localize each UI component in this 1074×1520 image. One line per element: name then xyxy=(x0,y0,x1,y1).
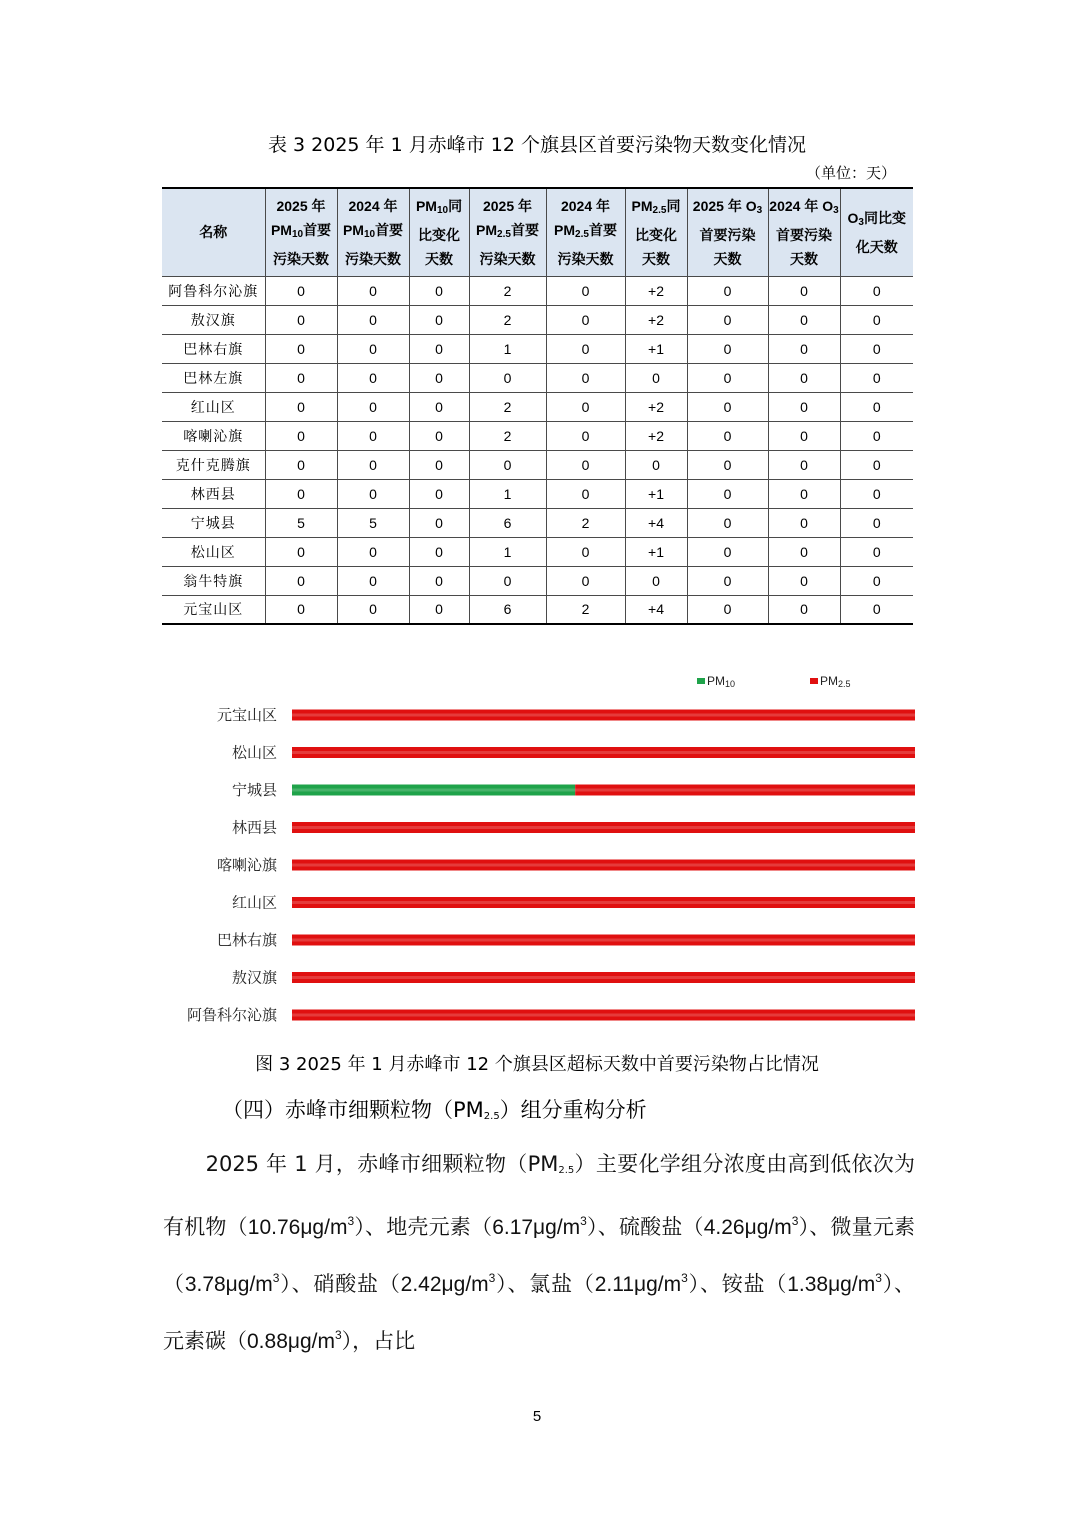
row-value-cell: +2 xyxy=(625,305,687,334)
header-pm25-2025: 2025 年 $PM_{2.5}$首要 污染天数 xyxy=(469,188,546,276)
row-value-cell: 0 xyxy=(409,566,469,595)
table-row xyxy=(162,566,913,595)
row-value-cell: 0 xyxy=(337,479,409,508)
row-value-cell: 0 xyxy=(687,334,768,363)
row-value-cell: +1 xyxy=(625,479,687,508)
row-value-cell: 0 xyxy=(768,508,840,537)
row-value-cell: +2 xyxy=(625,392,687,421)
component-item: 地壳元素$(6.17\mu g/m^3)$、 xyxy=(386,1214,619,1239)
table-body xyxy=(162,276,913,624)
row-value-cell: 1 xyxy=(469,537,546,566)
row-value-cell: 0 xyxy=(546,392,625,421)
row-value-cell: 0 xyxy=(768,479,840,508)
row-value-cell: 0 xyxy=(409,363,469,392)
category-label: 红山区 xyxy=(231,893,277,912)
row-value-cell: 0 xyxy=(840,595,913,624)
row-value-cell: 0 xyxy=(768,305,840,334)
row-value-cell: 0 xyxy=(768,276,840,305)
bar-highlight xyxy=(292,901,915,904)
bar-highlight xyxy=(292,714,915,717)
row-value-cell: 0 xyxy=(840,276,913,305)
row-value-cell: 0 xyxy=(768,450,840,479)
row-value-cell: 0 xyxy=(337,566,409,595)
row-value-cell: 0 xyxy=(337,392,409,421)
row-value-cell: 0 xyxy=(687,305,768,334)
row-value-cell: 0 xyxy=(265,392,337,421)
component-item: 氯盐$(2.11\mu g/m^3)$、 xyxy=(529,1271,722,1296)
page-number: 5 xyxy=(532,1408,542,1425)
header-pm10-2025: 2025 年 $PM_{10}$首要 污染天数 xyxy=(265,188,337,276)
row-value-cell: 0 xyxy=(265,305,337,334)
legend-swatch xyxy=(697,678,705,684)
row-value-cell: 0 xyxy=(625,566,687,595)
row-value-cell: 1 xyxy=(469,334,546,363)
pollutant-share-chart xyxy=(150,668,930,1038)
component-item: 有机物$(10.76\mu g/m^3)$、 xyxy=(163,1214,387,1239)
row-value-cell: 0 xyxy=(546,421,625,450)
row-value-cell: 0 xyxy=(768,392,840,421)
header-pm10-change: $PM_{10}$同 比变化 天数 xyxy=(409,188,469,276)
pollutant-days-table xyxy=(162,187,913,625)
row-value-cell: 0 xyxy=(469,363,546,392)
legend-swatch xyxy=(810,678,818,684)
row-name-cell: 巴林左旗 xyxy=(162,363,265,392)
row-value-cell: 0 xyxy=(469,450,546,479)
category-label: 喀喇沁旗 xyxy=(216,856,277,874)
row-value-cell: 0 xyxy=(337,363,409,392)
row-value-cell: 0 xyxy=(840,450,913,479)
row-value-cell: 0 xyxy=(687,508,768,537)
row-value-cell: 0 xyxy=(337,334,409,363)
row-value-cell: +1 xyxy=(625,334,687,363)
row-value-cell: 0 xyxy=(409,392,469,421)
row-value-cell: 0 xyxy=(840,421,913,450)
row-value-cell: 6 xyxy=(469,508,546,537)
row-value-cell: +2 xyxy=(625,421,687,450)
row-value-cell: 0 xyxy=(625,363,687,392)
row-value-cell: 0 xyxy=(840,334,913,363)
row-value-cell: 0 xyxy=(687,276,768,305)
row-value-cell: 0 xyxy=(840,508,913,537)
component-item: 微量元素$(3.78\mu g/m^3)$、 xyxy=(163,1215,916,1296)
row-value-cell: 2 xyxy=(546,508,625,537)
row-value-cell: 0 xyxy=(687,363,768,392)
row-value-cell: 2 xyxy=(469,421,546,450)
row-value-cell: 0 xyxy=(546,566,625,595)
row-value-cell: 0 xyxy=(768,537,840,566)
row-value-cell: 0 xyxy=(409,595,469,624)
table-row xyxy=(162,537,913,566)
row-value-cell: 0 xyxy=(840,479,913,508)
row-value-cell: 0 xyxy=(265,537,337,566)
table-row xyxy=(162,508,913,537)
figure-caption: 图 3 2025 年 1 月赤峰市 12 个旗县区超标天数中首要污染物占比情况 xyxy=(255,1054,819,1075)
row-value-cell: 0 xyxy=(409,450,469,479)
legend-label: PM10 xyxy=(707,674,736,689)
row-value-cell: 0 xyxy=(337,450,409,479)
paragraph-intro: 2025 年 1 月，赤峰市细颗粒物$(PM_{2.5})$主要化学组分浓度由高到低依次为 xyxy=(163,1152,915,1176)
row-value-cell: 0 xyxy=(469,566,546,595)
row-value-cell: 5 xyxy=(265,508,337,537)
row-value-cell: 0 xyxy=(687,479,768,508)
row-value-cell: 0 xyxy=(546,363,625,392)
row-value-cell: 0 xyxy=(687,421,768,450)
row-value-cell: 0 xyxy=(768,566,840,595)
table-row xyxy=(162,363,913,392)
row-value-cell: 0 xyxy=(337,595,409,624)
category-label: 松山区 xyxy=(231,743,277,762)
table-header-row xyxy=(162,188,913,276)
row-value-cell: +1 xyxy=(625,537,687,566)
row-name-cell: 喀喇沁旗 xyxy=(162,421,265,450)
row-value-cell: 1 xyxy=(469,479,546,508)
table-row xyxy=(162,305,913,334)
row-value-cell: 0 xyxy=(768,595,840,624)
row-value-cell: 0 xyxy=(546,305,625,334)
row-value-cell: 0 xyxy=(840,363,913,392)
header-pm25-2024: 2024 年 $PM_{2.5}$首要 污染天数 xyxy=(546,188,625,276)
row-value-cell: 0 xyxy=(687,595,768,624)
category-label: 敖汉旗 xyxy=(231,968,277,987)
bar-highlight xyxy=(575,789,915,792)
category-label: 元宝山区 xyxy=(216,706,277,724)
category-label: 阿鲁科尔沁旗 xyxy=(186,1006,277,1024)
row-value-cell: +2 xyxy=(625,276,687,305)
row-value-cell: 0 xyxy=(337,276,409,305)
table-row xyxy=(162,595,913,624)
row-value-cell: 0 xyxy=(265,363,337,392)
row-value-cell: 0 xyxy=(337,537,409,566)
row-value-cell: 0 xyxy=(265,421,337,450)
row-value-cell: 2 xyxy=(546,595,625,624)
row-value-cell: 2 xyxy=(469,305,546,334)
row-value-cell: 0 xyxy=(409,421,469,450)
row-value-cell: 0 xyxy=(546,450,625,479)
component-item: 铵盐$(1.38\mu g/m^3)$、 xyxy=(721,1271,915,1296)
row-value-cell: 0 xyxy=(546,479,625,508)
component-item: 硫酸盐$(4.26\mu g/m^3)$、 xyxy=(618,1214,831,1239)
row-value-cell: 0 xyxy=(265,334,337,363)
table-row xyxy=(162,392,913,421)
table-row xyxy=(162,421,913,450)
bar-highlight xyxy=(292,1014,915,1017)
row-value-cell: 0 xyxy=(409,479,469,508)
header-pm25-change: $PM_{2.5}$同 比变化 天数 xyxy=(625,188,687,276)
category-label: 林西县 xyxy=(231,818,277,837)
row-name-cell: 元宝山区 xyxy=(162,595,265,624)
row-name-cell: 宁城县 xyxy=(162,508,265,537)
row-name-cell: 松山区 xyxy=(162,537,265,566)
row-value-cell: 0 xyxy=(687,566,768,595)
row-value-cell: 0 xyxy=(409,305,469,334)
row-name-cell: 阿鲁科尔沁旗 xyxy=(162,276,265,305)
row-value-cell: 0 xyxy=(265,450,337,479)
unit-note: （单位：天） xyxy=(805,164,896,182)
row-value-cell: 0 xyxy=(625,450,687,479)
bar-highlight xyxy=(292,826,915,829)
row-value-cell: 0 xyxy=(265,595,337,624)
row-name-cell: 翁牛特旗 xyxy=(162,566,265,595)
row-value-cell: +4 xyxy=(625,595,687,624)
component-item: 元素碳$(0.88\mu g/m^3)$ xyxy=(163,1328,353,1353)
row-name-cell: 巴林右旗 xyxy=(162,334,265,363)
bar-highlight xyxy=(292,751,915,754)
row-value-cell: 2 xyxy=(469,392,546,421)
row-value-cell: 0 xyxy=(840,537,913,566)
bar-highlight xyxy=(292,864,915,867)
row-value-cell: 0 xyxy=(409,537,469,566)
category-label: 宁城县 xyxy=(231,781,277,799)
row-value-cell: 0 xyxy=(840,305,913,334)
row-value-cell: 0 xyxy=(768,363,840,392)
table-title: 表 3 2025 年 1 月赤峰市 12 个旗县区首要污染物天数变化情况 xyxy=(268,134,806,156)
row-value-cell: 0 xyxy=(546,334,625,363)
row-value-cell: 0 xyxy=(840,392,913,421)
table-row xyxy=(162,334,913,363)
row-name-cell: 红山区 xyxy=(162,392,265,421)
bar-highlight xyxy=(292,939,915,942)
header-o3-2025: 2025 年 $O_3$ 首要污染 天数 xyxy=(687,188,768,276)
legend-label: PM2.5 xyxy=(820,674,851,689)
table-row xyxy=(162,276,913,305)
section-heading: （四）赤峰市细颗粒物$(PM_{2.5})$组分重构分析 xyxy=(222,1098,647,1122)
row-value-cell: 0 xyxy=(840,566,913,595)
paragraph-trailing: ，占比 xyxy=(352,1329,416,1353)
table-row xyxy=(162,479,913,508)
category-label: 巴林右旗 xyxy=(216,931,277,949)
component-item: 硝酸盐$(2.42\mu g/m^3)$、 xyxy=(313,1271,530,1296)
row-value-cell: 0 xyxy=(409,276,469,305)
row-value-cell: 0 xyxy=(768,421,840,450)
row-value-cell: +4 xyxy=(625,508,687,537)
row-name-cell: 克什克腾旗 xyxy=(162,450,265,479)
row-value-cell: 0 xyxy=(409,334,469,363)
row-value-cell: 6 xyxy=(469,595,546,624)
row-value-cell: 0 xyxy=(768,334,840,363)
body-paragraph xyxy=(163,1136,915,1370)
row-value-cell: 0 xyxy=(265,276,337,305)
row-name-cell: 敖汉旗 xyxy=(162,305,265,334)
row-value-cell: 0 xyxy=(265,479,337,508)
header-name: 名称 xyxy=(162,188,265,276)
row-value-cell: 0 xyxy=(687,392,768,421)
row-value-cell: 0 xyxy=(546,537,625,566)
header-o3-2024: 2024 年 $O_3$ 首要污染 天数 xyxy=(768,188,840,276)
row-value-cell: 0 xyxy=(337,421,409,450)
row-name-cell: 林西县 xyxy=(162,479,265,508)
row-value-cell: 0 xyxy=(265,566,337,595)
header-o3-change: $O_3$同比变 化天数 xyxy=(840,188,913,276)
table-row xyxy=(162,450,913,479)
bar-highlight xyxy=(292,976,915,979)
header-pm10-2024: 2024 年 $PM_{10}$首要 污染天数 xyxy=(337,188,409,276)
bar-highlight xyxy=(292,789,575,792)
row-value-cell: 0 xyxy=(546,276,625,305)
row-value-cell: 0 xyxy=(409,508,469,537)
row-value-cell: 0 xyxy=(687,450,768,479)
row-value-cell: 5 xyxy=(337,508,409,537)
row-value-cell: 2 xyxy=(469,276,546,305)
row-value-cell: 0 xyxy=(687,537,768,566)
row-value-cell: 0 xyxy=(337,305,409,334)
